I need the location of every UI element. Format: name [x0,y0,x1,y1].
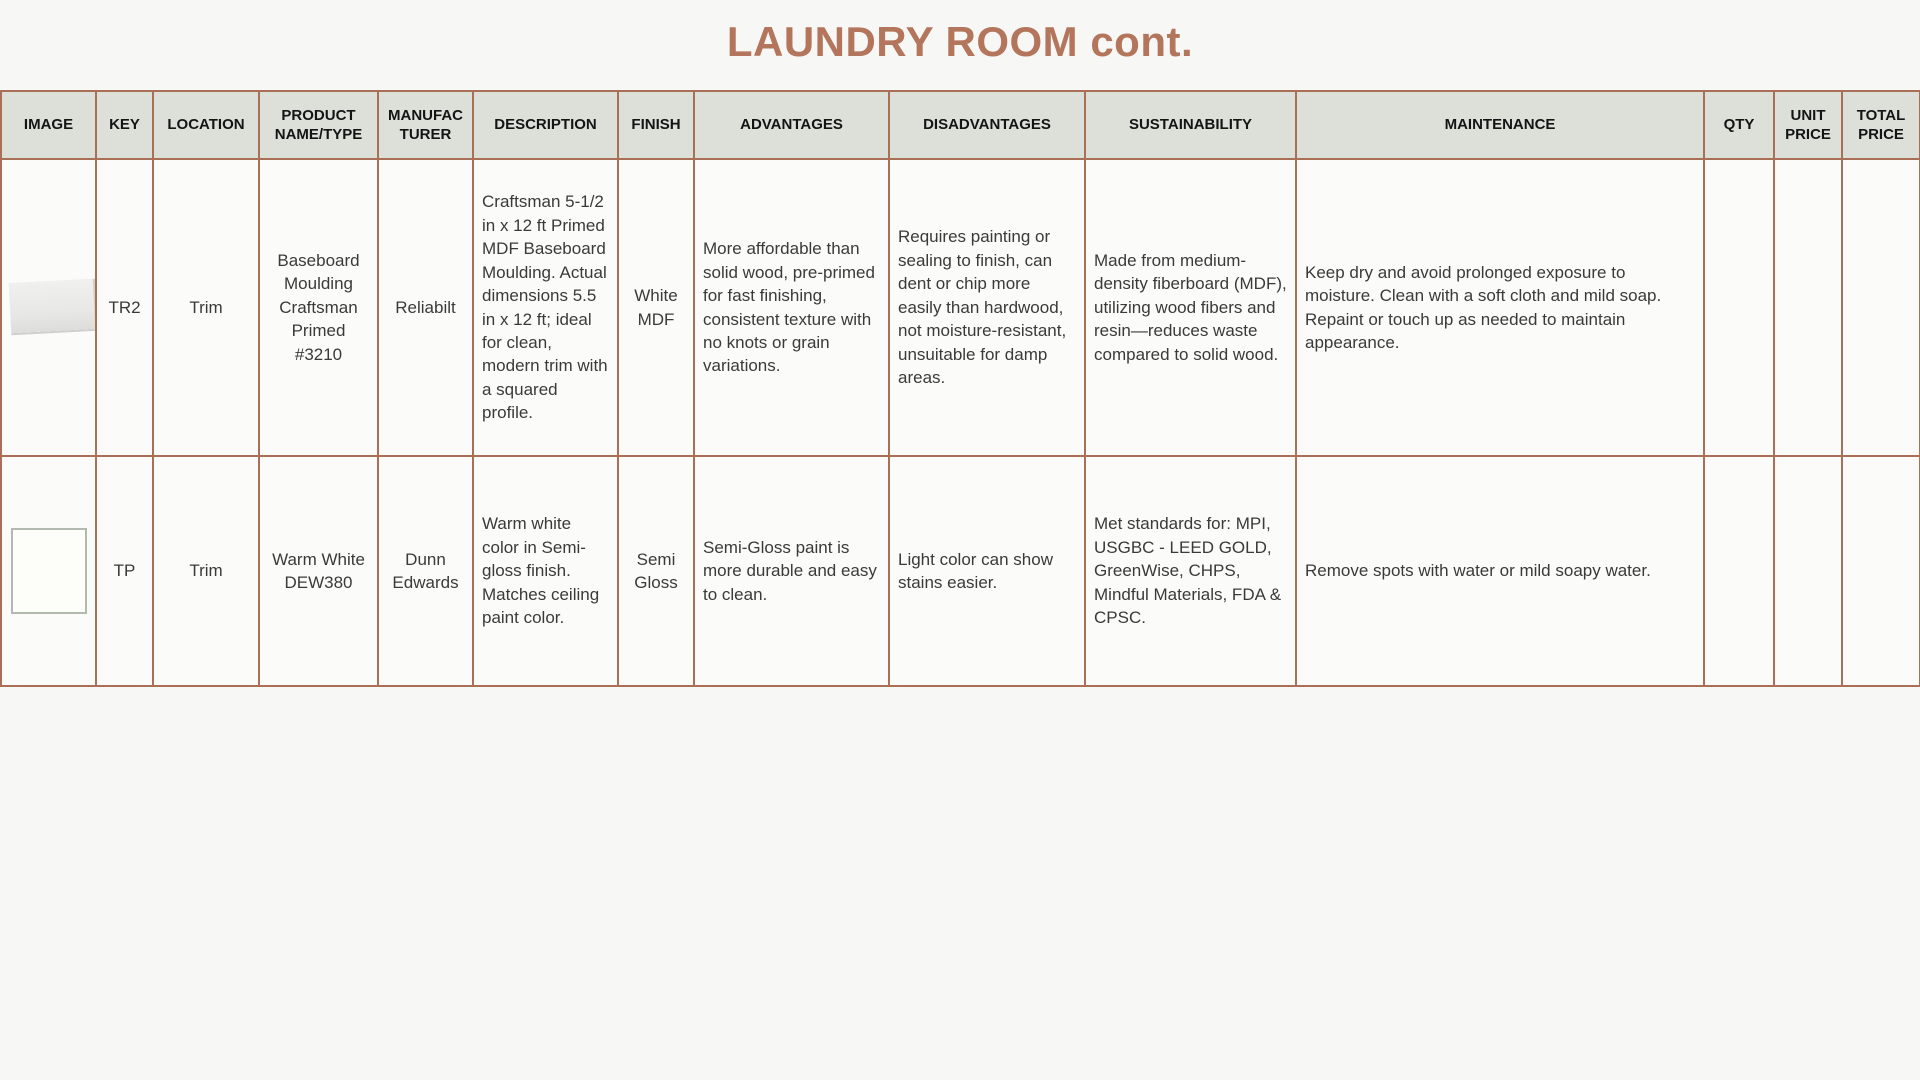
cell-qty [1704,456,1774,686]
document-page [0,18,1920,687]
cell-total-price [1842,456,1920,686]
cell-image [1,456,96,686]
column-header-advantages: ADVANTAGES [694,91,889,159]
cell-location: Trim [153,159,259,456]
column-header-description: DESCRIPTION [473,91,618,159]
cell-unit-price [1774,456,1842,686]
cell-sustainability: Made from medium-density fiberboard (MDF), utilizing wood fibers and resin—reduces waste compared to solid wood. [1085,159,1296,456]
column-header-qty: QTY [1704,91,1774,159]
column-header-total-price: TOTAL PRICE [1842,91,1920,159]
white-paint-swatch [11,528,87,614]
column-header-key: KEY [96,91,153,159]
column-header-product-name: PRODUCT NAME/TYPE [259,91,378,159]
cell-qty [1704,159,1774,456]
cell-description: Warm white color in Semi-gloss finish. Matches ceiling paint color. [473,456,618,686]
cell-maintenance: Keep dry and avoid prolonged exposure to moisture. Clean with a soft cloth and mild soap. Repaint or touch up as needed to maintain appearance. [1296,159,1704,456]
column-header-finish: FINISH [618,91,694,159]
page-title: LAUNDRY ROOM cont. [726,18,1194,65]
materials-table [0,90,1920,687]
column-header-disadvantages: DISADVANTAGES [889,91,1085,159]
cell-key: TR2 [96,159,153,456]
cell-finish: White MDF [618,159,694,456]
cell-product-name: Warm White DEW380 [259,456,378,686]
baseboard-moulding-photo [9,278,96,332]
table-row [1,159,1920,456]
cell-image [1,159,96,456]
cell-advantages: More affordable than solid wood, pre-primed for fast finishing, consistent texture with no knots or grain variations. [694,159,889,456]
cell-manufacturer: Reliabilt [378,159,473,456]
cell-disadvantages: Light color can show stains easier. [889,456,1085,686]
table-row [1,456,1920,686]
cell-advantages: Semi-Gloss paint is more durable and easy to clean. [694,456,889,686]
cell-product-name: Baseboard Moulding Craftsman Primed #3210 [259,159,378,456]
column-header-location: LOCATION [153,91,259,159]
cell-key: TP [96,456,153,686]
cell-total-price [1842,159,1920,456]
column-header-image: IMAGE [1,91,96,159]
cell-maintenance: Remove spots with water or mild soapy water. [1296,456,1704,686]
cell-finish: Semi Gloss [618,456,694,686]
cell-description: Craftsman 5-1/2 in x 12 ft Primed MDF Baseboard Moulding. Actual dimensions 5.5 in x 12 ft; ideal for clean, modern trim with a squared profile. [473,159,618,456]
cell-disadvantages: Requires painting or sealing to finish, can dent or chip more easily than hardwood, not moisture-resistant, unsuitable for damp areas. [889,159,1085,456]
cell-sustainability: Met standards for: MPI, USGBC - LEED GOLD, GreenWise, CHPS, Mindful Materials, FDA & CPSC. [1085,456,1296,686]
column-header-sustainability: SUSTAINABILITY [1085,91,1296,159]
header-row [1,91,1920,159]
cell-unit-price [1774,159,1842,456]
cell-manufacturer: Dunn Edwards [378,456,473,686]
column-header-unit-price: UNIT PRICE [1774,91,1842,159]
column-header-manufacturer: MANUFAC TURER [378,91,473,159]
column-header-maintenance: MAINTENANCE [1296,91,1704,159]
cell-location: Trim [153,456,259,686]
